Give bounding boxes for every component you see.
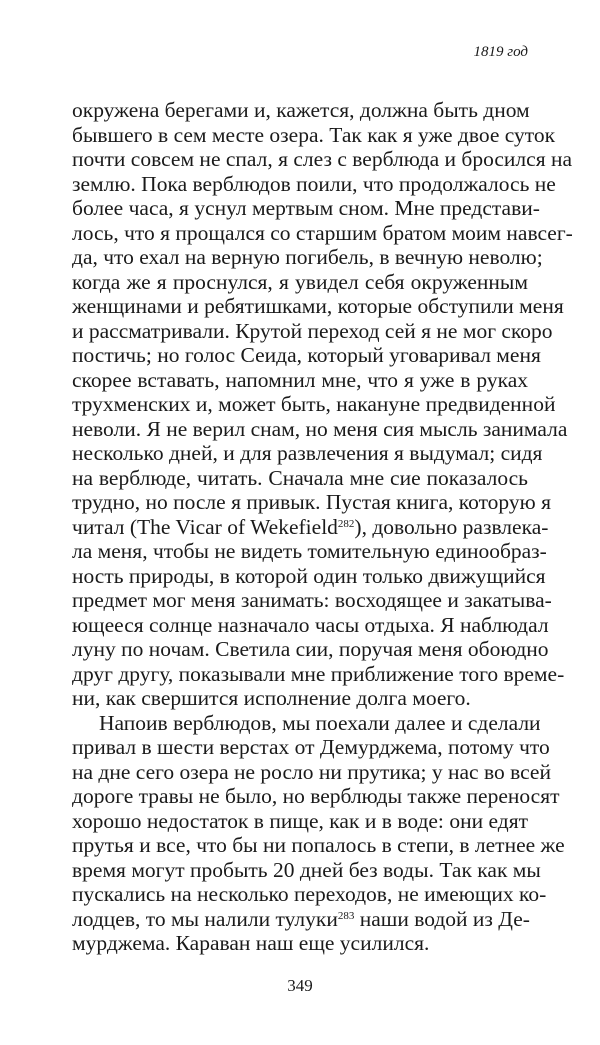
text-line: неволи. Я не верил снам, но меня сия мысль занимала (72, 416, 568, 441)
text-line: более часа, я уснул мертвым сном. Мне представи- (72, 196, 540, 220)
paragraph (72, 98, 573, 711)
text-line (72, 907, 528, 932)
text-line: да, что ехал на верную погибель, в вечную неволю; (72, 245, 543, 269)
text-line: лось, что я прощался со старшим братом моим навсег- (72, 220, 573, 245)
footnote-ref: 283 (337, 909, 355, 922)
text-line: пускались на несколько переходов, не имеющих ко- (72, 882, 547, 906)
text-line: трудно, но после я привык. Пустая книга, которую я (72, 490, 551, 514)
text-line: Напоив верблюдов, мы поехали далее и сделали (99, 710, 541, 735)
text-segment: читал (The Vicar of Wekefield (72, 514, 338, 539)
text-line: несколько дней, и для развлечения я выдумал; сидя (72, 441, 543, 465)
text-line: на дне сего озера не росло ни прутика; у нас во всей (72, 759, 551, 784)
text-line: ющееся солнце назначало часы отдыха. Я наблюдал (72, 612, 549, 637)
text-segment: лодцев, то мы налили тулуки (72, 906, 338, 931)
text-line: привал в шести верстах от Демурджема, потому что (72, 735, 550, 759)
text-line: хорошо недостаток в пище, как и в воде: они едят (72, 808, 528, 833)
text-line: дороге травы не было, но верблюды также переносят (72, 784, 560, 808)
text-line: друг другу, показывали мне приближение того време- (72, 661, 565, 686)
text-line: окружена берегами и, кажется, должна быть дном (72, 98, 530, 122)
text-line: время могут пробыть 20 дней без воды. Так как мы (72, 857, 541, 882)
body-text (72, 98, 573, 956)
text-line: луну по ночам. Светила сии, поручая меня обоюдно (72, 637, 549, 661)
text-line: на верблюде, читать. Сначала мне сие показалось (72, 465, 528, 490)
text-segment: наши водой из Де- (354, 906, 530, 931)
text-line: ность природы, в которой один только движущийся (72, 563, 546, 588)
text-line: бывшего в сем месте озера. Так как я уже двое суток (72, 122, 556, 147)
text-line: ла меня, чтобы не видеть томительную единообраз- (72, 539, 547, 563)
page-number: 349 (287, 976, 313, 995)
text-line: и рассматривали. Крутой переход сей я не мог скоро (72, 318, 553, 343)
running-header: 1819 год (473, 44, 528, 60)
text-line: мурджема. Караван наш еще усилился. (72, 931, 430, 955)
text-line: когда же я проснулся, я увидел себя окруженным (72, 269, 528, 294)
text-line: прутья и все, что бы ни попалось в степи, в летнее же (72, 833, 565, 857)
text-line: скорее вставать, напомнил мне, что я уже в руках (72, 367, 528, 392)
footnote-ref: 282 (337, 517, 355, 530)
text-line (72, 514, 549, 540)
text-line: трухменских и, может быть, накануне предвиденной (72, 392, 556, 416)
text-line: женщинами и ребятишками, которые обступили меня (72, 294, 564, 318)
text-line: постичь; но голос Сеида, который уговаривал меня (72, 343, 541, 367)
text-line: почти совсем не спал, я слез с верблюда и бросился на (72, 147, 573, 171)
paragraph (72, 710, 565, 956)
text-line: землю. Пока верблюдов поили, что продолжалось не (72, 171, 556, 196)
text-segment: ), довольно развлека- (354, 514, 549, 539)
text-line: предмет мог меня занимать: восходящее и закатыва- (72, 588, 552, 612)
text-line: ни, как свершится исполнение долга моего. (72, 686, 471, 710)
